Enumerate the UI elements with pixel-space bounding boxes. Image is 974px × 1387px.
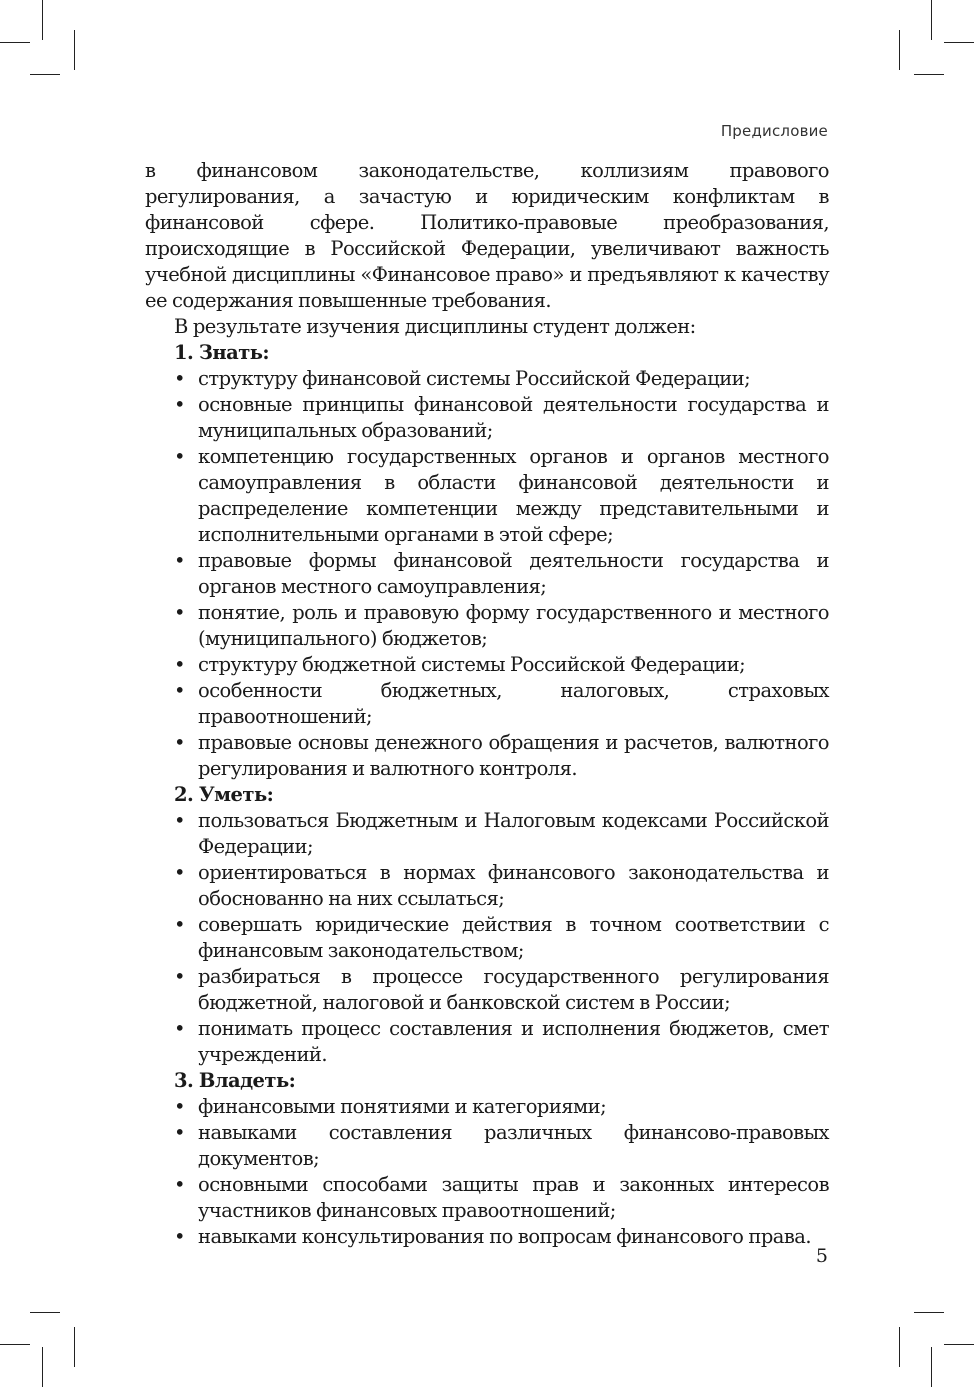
- bullet-icon: •: [174, 1017, 185, 1040]
- bullet-icon: •: [174, 679, 185, 702]
- crop-mark: [914, 1312, 944, 1313]
- crop-mark: [30, 74, 60, 75]
- bullet-icon: •: [174, 965, 185, 988]
- list-item: • структуру бюджетной системы Российской Федерации;: [174, 653, 746, 676]
- bullet-icon: •: [174, 1173, 185, 1196]
- bullet-icon: •: [174, 1121, 185, 1144]
- bullet-icon: •: [174, 549, 185, 572]
- intro-paragraph: в финансовом законодательстве, коллизиям правового регулирования, а зачастую и юридическим конфликтам в финансовой сфере. Политико-правовые преобразования, происходящие в Российской Федерации, увеличивают важность учебной дисциплины «Финансовое право» и предъявляют к качеству ее содержания повышенные требования.: [145, 159, 829, 312]
- list-item: • компетенцию государственных органов и органов местного самоуправления в области финансовой деятельности и распределение компетенции между представительными и исполнительными органами в этой сфере;: [174, 445, 829, 546]
- list-item: • понимать процесс составления и исполнения бюджетов, смет учреждений.: [174, 1017, 829, 1066]
- bullet-icon: •: [174, 1095, 185, 1118]
- bullet-list-can: [145, 808, 829, 1068]
- list-item: • навыками консультирования по вопросам финансового права.: [174, 1225, 812, 1248]
- running-header: Предисловие: [720, 122, 828, 140]
- crop-mark: [944, 1344, 974, 1345]
- crop-mark: [74, 30, 75, 70]
- list-item: • навыками составления различных финансово-правовых документов;: [174, 1121, 829, 1170]
- crop-mark: [0, 42, 30, 43]
- list-item: • ориентироваться в нормах финансового законодательства и обоснованно на них ссылаться;: [174, 861, 829, 910]
- list-item: • понятие, роль и правовую форму государственного и местного (муниципального) бюджетов;: [174, 601, 829, 650]
- section-heading-can: 2. Уметь:: [174, 783, 274, 806]
- bullet-icon: •: [174, 393, 185, 416]
- bullet-icon: •: [174, 367, 185, 390]
- bullet-icon: •: [174, 913, 185, 936]
- bullet-icon: •: [174, 731, 185, 754]
- crop-mark: [899, 30, 900, 70]
- list-item: • правовые основы денежного обращения и расчетов, валютного регулирования и валютного контроля.: [174, 731, 829, 780]
- crop-mark: [42, 1347, 43, 1387]
- crop-mark: [914, 74, 944, 75]
- bullet-list-know: [145, 366, 829, 782]
- list-item: • основные принципы финансовой деятельности государства и муниципальных образований;: [174, 393, 829, 442]
- list-item: • правовые формы финансовой деятельности государства и органов местного самоуправления;: [174, 549, 829, 598]
- crop-mark: [931, 1347, 932, 1387]
- list-item: • разбираться в процессе государственного регулирования бюджетной, налоговой и банковской систем в России;: [174, 965, 829, 1014]
- bullet-icon: •: [174, 809, 185, 832]
- bullet-icon: •: [174, 1225, 185, 1248]
- bullet-icon: •: [174, 861, 185, 884]
- crop-mark: [0, 1344, 30, 1345]
- bullet-list-master: [145, 1094, 829, 1250]
- page-number: 5: [815, 1245, 828, 1267]
- section-heading-master: 3. Владеть:: [174, 1069, 296, 1092]
- list-item: • совершать юридические действия в точном соответствии с финансовым законодательством;: [174, 913, 829, 962]
- bullet-icon: •: [174, 653, 185, 676]
- list-item: • структуру финансовой системы Российской Федерации;: [174, 367, 751, 390]
- list-item: • финансовыми понятиями и категориями;: [174, 1095, 607, 1118]
- crop-mark: [74, 1327, 75, 1367]
- crop-mark: [931, 0, 932, 40]
- list-item: • основными способами защиты прав и законных интересов участников финансовых правоотношений;: [174, 1173, 829, 1222]
- bullet-icon: •: [174, 601, 185, 624]
- list-item: • пользоваться Бюджетным и Налоговым кодексами Российской Федерации;: [174, 809, 829, 858]
- crop-mark: [944, 42, 974, 43]
- bullet-icon: •: [174, 445, 185, 468]
- crop-mark: [899, 1327, 900, 1367]
- page-body: [145, 158, 829, 1250]
- lead-paragraph: В результате изучения дисциплины студент должен:: [174, 315, 696, 338]
- section-heading-know: 1. Знать:: [174, 341, 270, 364]
- list-item: • особенности бюджетных, налоговых, страховых правоотношений;: [174, 679, 829, 728]
- crop-mark: [42, 0, 43, 40]
- crop-mark: [30, 1312, 60, 1313]
